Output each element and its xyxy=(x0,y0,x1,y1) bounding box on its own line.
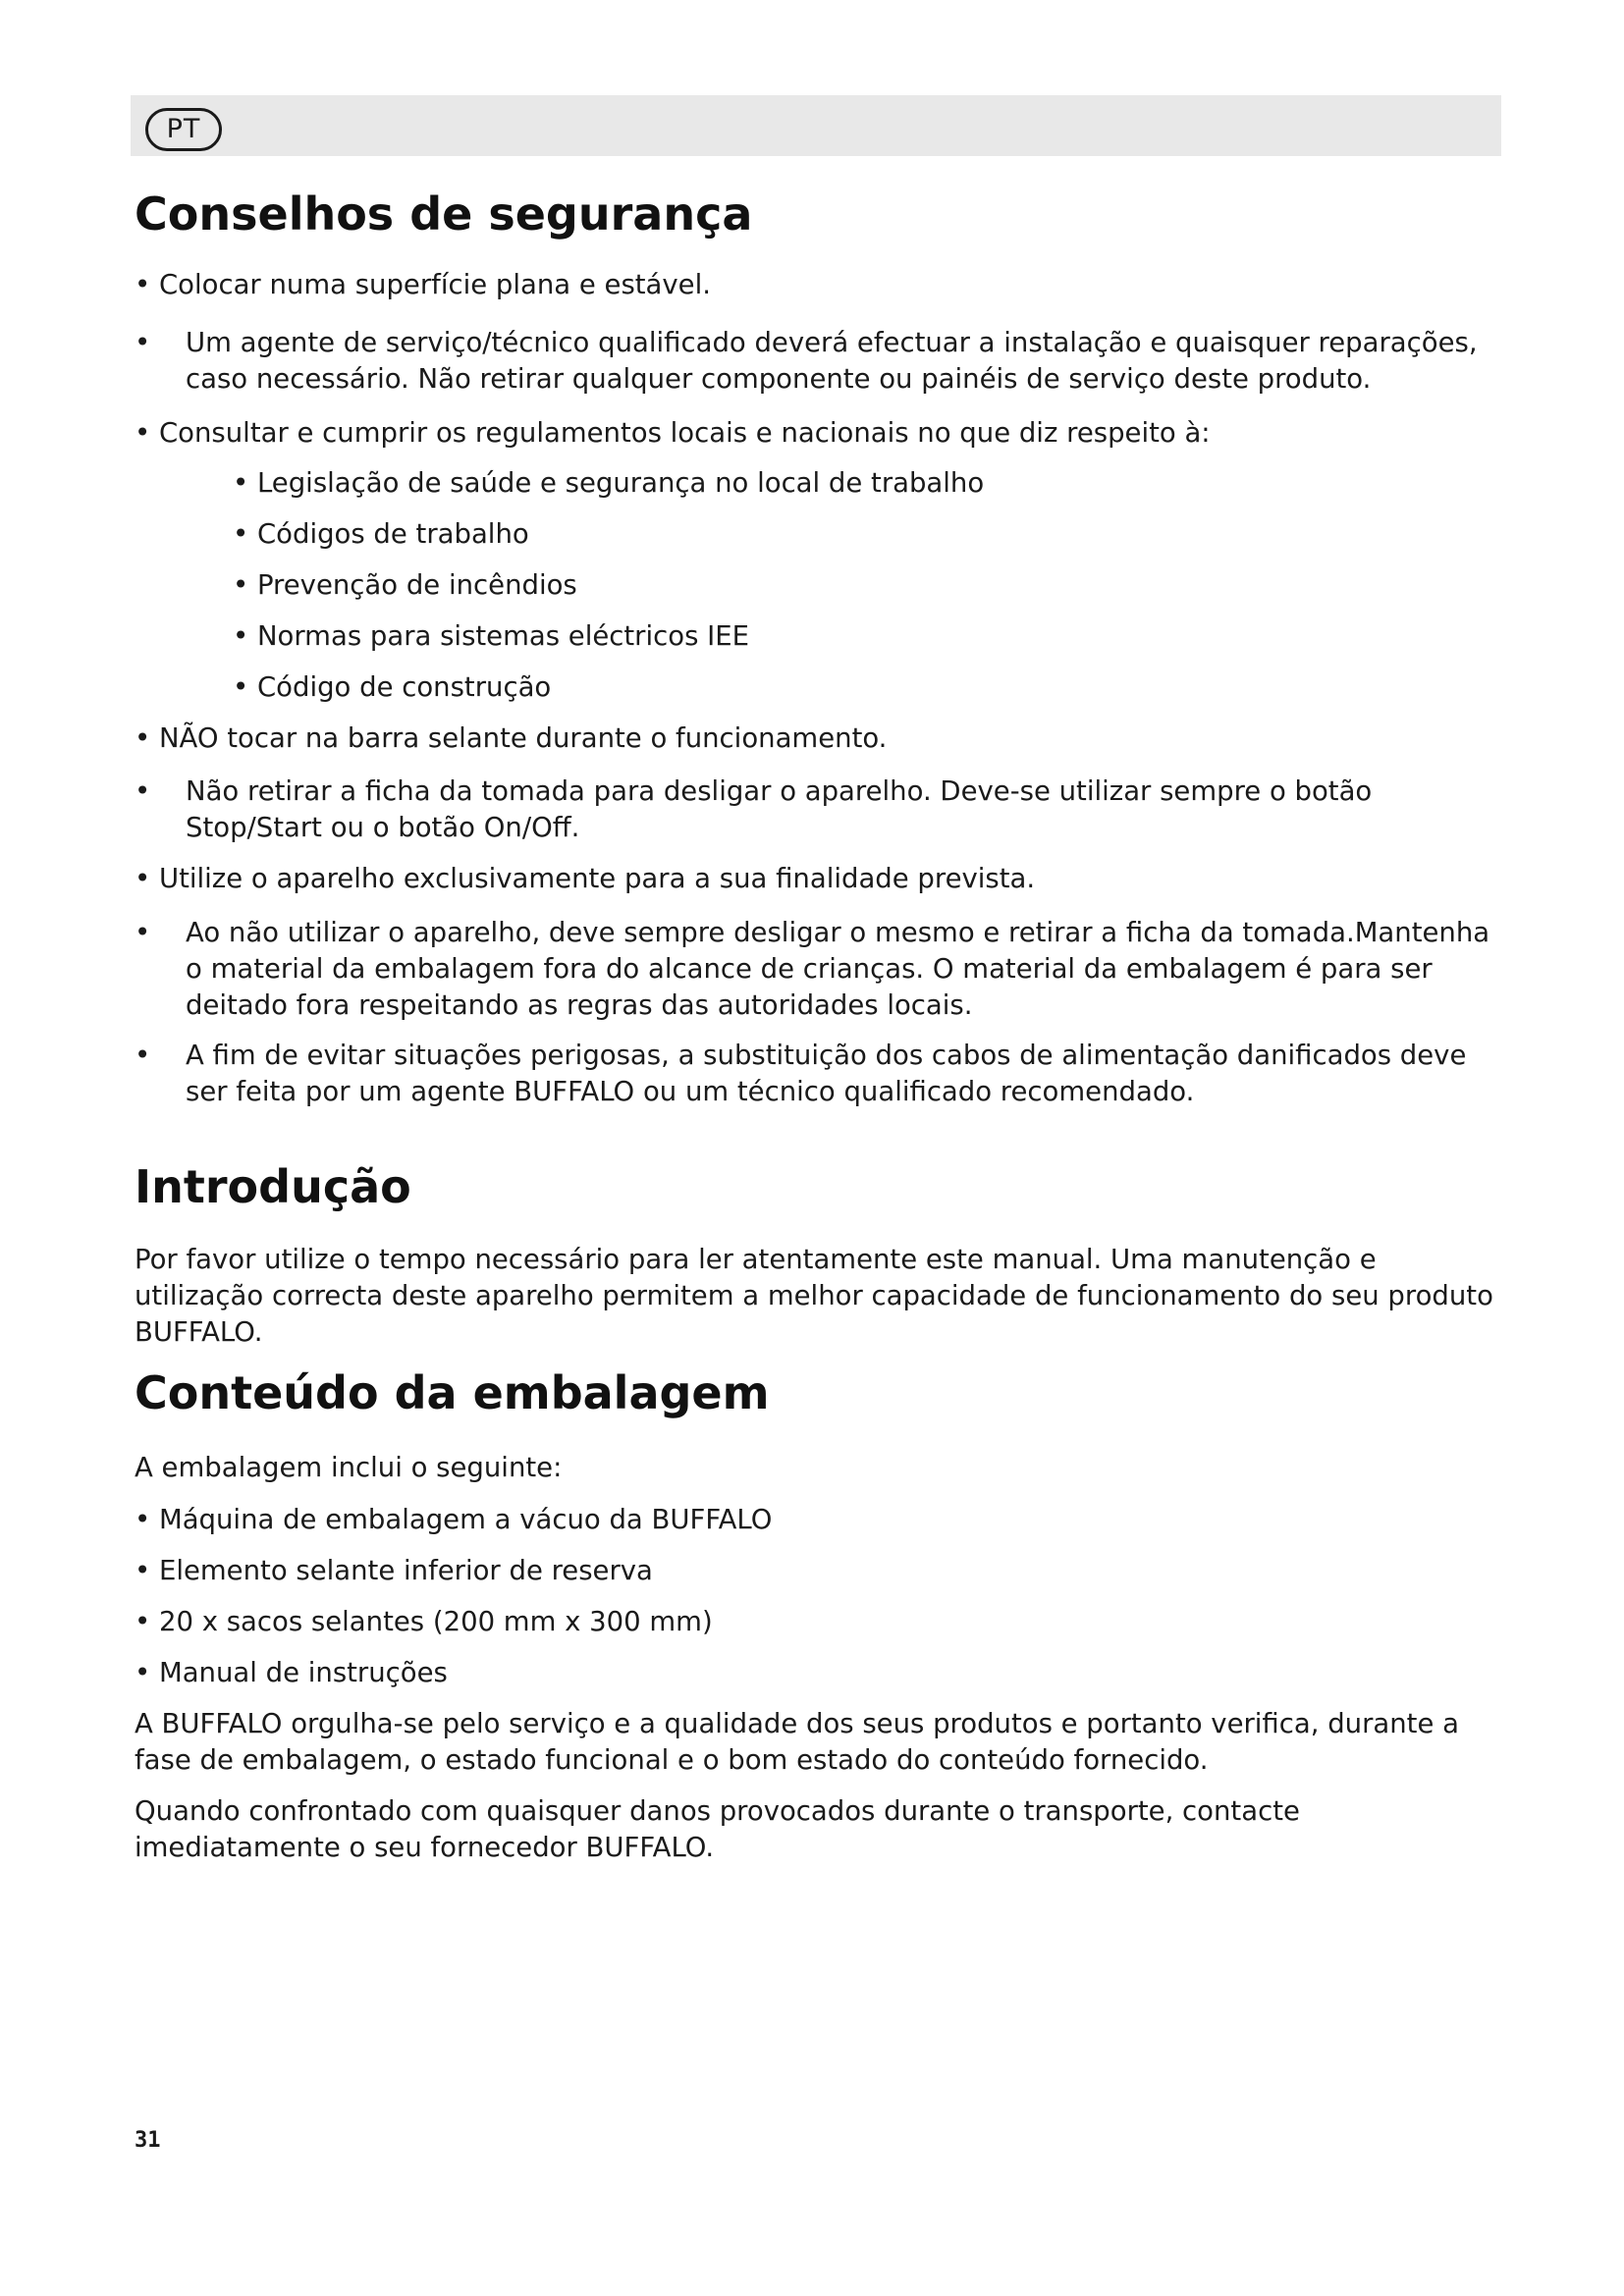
safety-item: A fim de evitar situações perigosas, a substituição dos cabos de alimentação danificados deve ser feita por um agente BUFFALO ou um técnico qualificado recomendado. xyxy=(186,1040,1467,1107)
safety-item: • Utilize o aparelho exclusivamente para a sua finalidade prevista. xyxy=(135,863,1036,894)
language-badge: PT xyxy=(145,108,222,151)
safety-item: • NÃO tocar na barra selante durante o funcionamento. xyxy=(135,722,888,754)
bullet: • xyxy=(135,1040,151,1071)
contents-item: • Máquina de embalagem a vácuo da BUFFALO xyxy=(135,1504,773,1535)
safety-item: • Colocar numa superfície plana e estável. xyxy=(135,269,711,300)
safety-sub-item: • Código de construção xyxy=(233,671,552,703)
page-number: 31 xyxy=(135,2128,161,2153)
safety-sub-item: • Legislação de saúde e segurança no local de trabalho xyxy=(233,467,985,499)
safety-item: • Consultar e cumprir os regulamentos locais e nacionais no que diz respeito à: xyxy=(135,417,1211,449)
contents-lead: A embalagem inclui o seguinte: xyxy=(135,1452,563,1483)
intro-text: Por favor utilize o tempo necessário para ler atentamente este manual. Uma manutenção e utilização correcta deste aparelho permitem a melhor capacidade de funcionamento do seu produto BUFFALO. xyxy=(135,1244,1493,1348)
safety-item: Não retirar a ficha da tomada para desligar o aparelho. Deve-se utilizar sempre o botão Stop/Start ou o botão On/Off. xyxy=(186,775,1373,843)
contents-paragraph: Quando confrontado com quaisquer danos provocados durante o transporte, contacte imediatamente o seu fornecedor BUFFALO. xyxy=(135,1795,1300,1863)
safety-item: Ao não utilizar o aparelho, deve sempre desligar o mesmo e retirar a ficha da tomada.Mantenha o material da embalagem fora do alcance de crianças. O material da embalagem é para ser deitado fora respeitando as regras das autoridades locais. xyxy=(186,917,1490,1021)
safety-sub-item: • Prevenção de incêndios xyxy=(233,569,577,601)
intro-heading: Introdução xyxy=(135,1160,411,1213)
safety-sub-item: • Códigos de trabalho xyxy=(233,518,529,550)
contents-paragraph: A BUFFALO orgulha-se pelo serviço e a qualidade dos seus produtos e portanto verifica, durante a fase de embalagem, o estado funcional e o bom estado do conteúdo fornecido. xyxy=(135,1708,1459,1776)
contents-item: • Manual de instruções xyxy=(135,1657,448,1688)
language-bar xyxy=(131,95,1501,156)
safety-heading: Conselhos de segurança xyxy=(135,187,753,240)
safety-sub-item: • Normas para sistemas eléctricos IEE xyxy=(233,620,750,652)
safety-item: Um agente de serviço/técnico qualificado deverá efectuar a instalação e quaisquer reparações, caso necessário. Não retirar qualquer componente ou painéis de serviço deste produto. xyxy=(186,327,1478,395)
contents-item: • Elemento selante inferior de reserva xyxy=(135,1555,653,1586)
bullet: • xyxy=(135,917,151,948)
contents-heading: Conteúdo da embalagem xyxy=(135,1366,770,1419)
contents-item: • 20 x sacos selantes (200 mm x 300 mm) xyxy=(135,1606,713,1637)
bullet: • xyxy=(135,775,151,807)
bullet: • xyxy=(135,327,151,358)
